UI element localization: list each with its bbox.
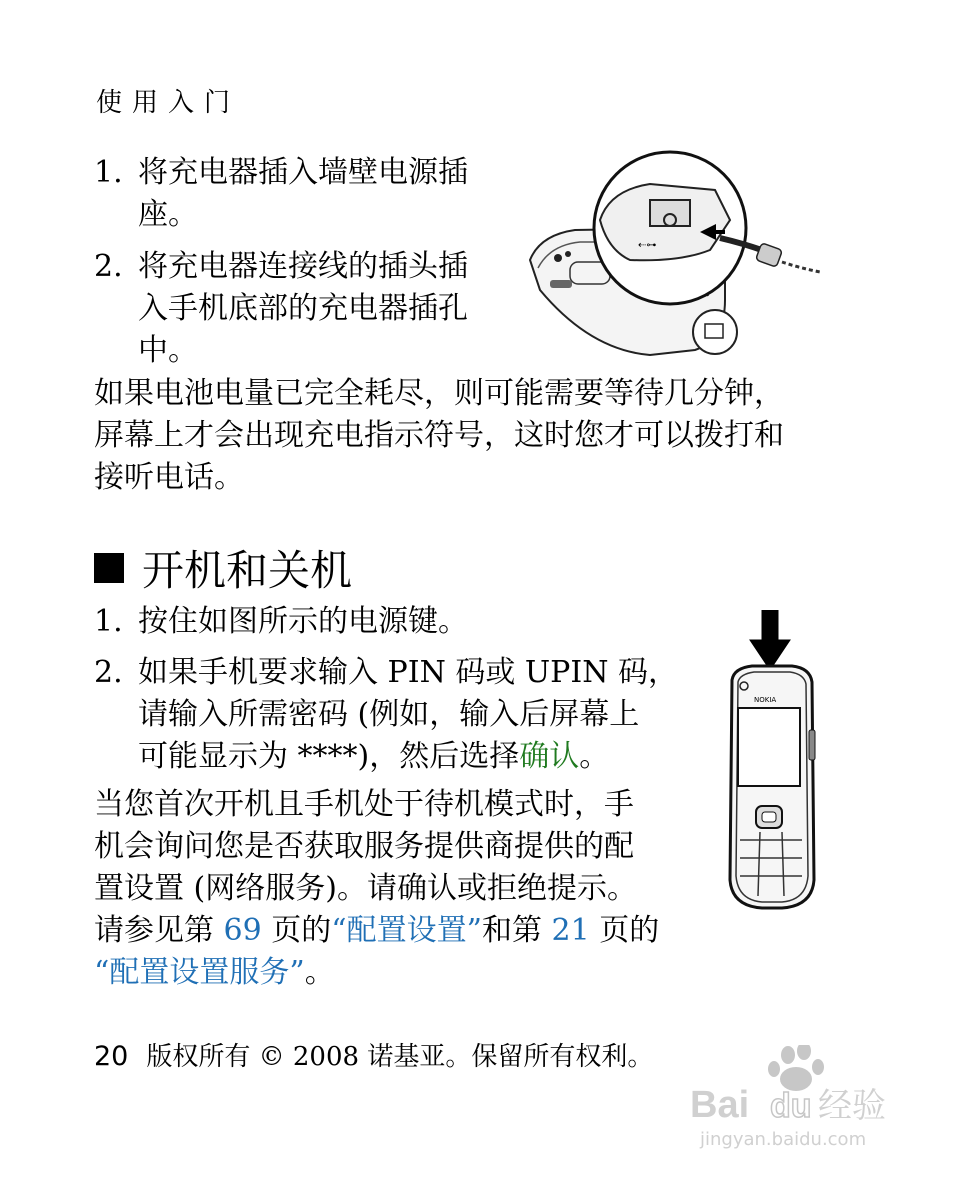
page-footer — [94, 1036, 653, 1073]
page-number: 20 — [94, 1041, 129, 1072]
step-number: 1. — [94, 155, 123, 190]
copyright-text: 版权所有 © 2008 诺基亚。保留所有权利。 — [146, 1042, 654, 1072]
config-settings-link[interactable]: “配置设置” — [331, 913, 482, 948]
step-number: 1. — [94, 604, 123, 639]
phone-power-key-illustration — [722, 610, 822, 910]
running-header: 使用入门 — [96, 88, 241, 118]
svg-text:jingyan.baidu.com: jingyan.baidu.com — [700, 1129, 867, 1150]
svg-text:经验: 经验 — [818, 1086, 886, 1126]
step-text: 将充电器连接线的插头插 入手机底部的充电器插孔 中。 — [138, 249, 468, 368]
svg-text:Bai: Bai — [690, 1084, 750, 1126]
step-number: 2. — [94, 655, 123, 690]
config-service-link[interactable]: “配置设置服务” — [94, 955, 305, 990]
page-ref-link[interactable]: 21 — [551, 913, 590, 948]
confirm-softkey-label: 确认 — [519, 739, 580, 774]
square-bullet-icon — [94, 553, 124, 583]
charging-note: 如果电池电量已完全耗尽，则可能需要等待几分钟， 屏幕上才会出现充电指示符号，这时您才可以拨打和 接听电话。 — [94, 376, 784, 495]
section-heading — [94, 538, 352, 598]
page-ref-link[interactable]: 69 — [223, 913, 262, 948]
svg-text:NOKIA: NOKIA — [754, 696, 777, 704]
first-power-on-note: 当您首次开机且手机处于待机模式时，手 机会询问您是否获取服务提供商提供的配 置设置 (网络服务)。请确认或拒绝提示。 请参见第 69 页的“配置设置”和第 21 页的 “配置设置服务”。 — [94, 787, 660, 990]
baidu-jingyan-watermark — [690, 1045, 920, 1160]
step-text: 如果手机要求输入 PIN 码或 UPIN 码， 请输入所需密码 (例如，输入后屏幕上 可能显示为 ****)，然后选择确认。 — [138, 655, 678, 774]
svg-text:du: du — [770, 1087, 812, 1125]
svg-text:⇠⊶: ⇠⊶ — [638, 240, 657, 251]
step-number: 2. — [94, 249, 123, 284]
step-text: 按住如图所示的电源键。 — [138, 604, 468, 639]
section-title: 开机和关机 — [142, 546, 353, 595]
charger-illustration — [520, 150, 830, 365]
step-text: 将充电器插入墙壁电源插 座。 — [138, 155, 468, 232]
